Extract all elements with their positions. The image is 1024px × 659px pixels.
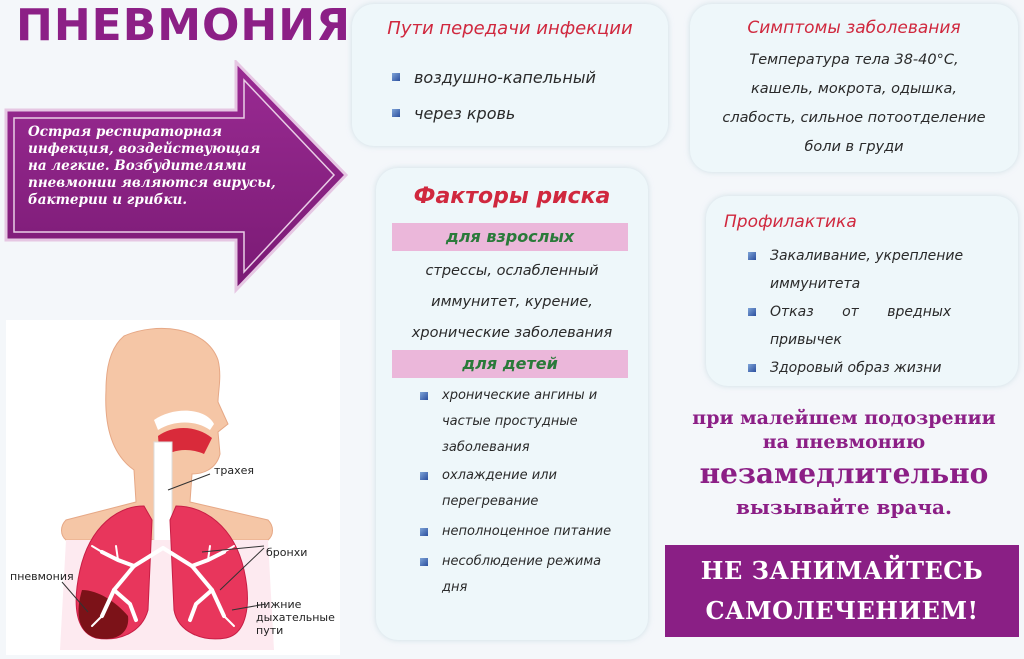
prevention-list	[748, 242, 998, 382]
list-item: несоблюдение режима дня	[420, 549, 640, 601]
list-item: через кровь	[392, 96, 596, 132]
risk-heading: Факторы риска	[413, 184, 611, 209]
label-lower-airways: нижние дыхательные пути	[256, 598, 335, 637]
list-item: Здоровый образ жизни	[748, 354, 998, 382]
list-item: охлаждение или перегревание	[420, 463, 640, 515]
bullet-icon	[420, 472, 428, 480]
label-trachea: трахея	[214, 464, 255, 477]
bullet-icon	[420, 558, 428, 566]
page-title: ПНЕВМОНИЯ	[16, 0, 351, 51]
self-treatment-banner	[665, 545, 1019, 637]
warning-line-1: при малейшем подозрении	[692, 407, 996, 429]
warning-line-2: на пневмонию	[762, 431, 926, 453]
banner-line-2: САМОЛЕЧЕНИЕМ!	[705, 596, 979, 625]
warning-line-3: незамедлительно	[699, 457, 989, 490]
adults-text: стрессы, ослабленный иммунитет, курение, хронические заболевания	[411, 263, 613, 341]
warning-block	[664, 406, 1024, 520]
bullet-icon	[392, 73, 400, 81]
bullet-icon	[748, 308, 756, 316]
transmission-list	[392, 60, 596, 132]
warning-line-4: вызывайте врача.	[736, 495, 952, 519]
list-item: воздушно-капельный	[392, 60, 596, 96]
adults-band: для взрослых	[392, 223, 628, 251]
label-pneumonia: пневмония	[10, 570, 74, 583]
arrow-description: Острая респираторная инфекция, воздействующая на легкие. Возбудителями пневмонии являются вирусы, бактерии и грибки.	[28, 124, 276, 208]
banner-line-1: НЕ ЗАНИМАЙТЕСЬ	[700, 556, 984, 585]
list-item: хронические ангины и частые простудные заболевания	[420, 383, 640, 461]
list-item: Закаливание, укрепление иммунитета	[748, 242, 998, 298]
bullet-icon	[392, 109, 400, 117]
symptoms-text: Температура тела 38-40°С, кашель, мокрота, одышка, слабость, сильное потоотделение боли в груди	[722, 52, 986, 155]
bullet-icon	[420, 392, 428, 400]
symptoms-heading: Симптомы заболевания	[747, 18, 961, 38]
label-bronchi: бронхи	[266, 546, 308, 559]
prevention-heading: Профилактика	[724, 212, 857, 232]
bullet-icon	[748, 252, 756, 260]
list-item: Отказ от вредных привычек	[748, 298, 998, 354]
children-list	[420, 383, 640, 601]
list-item: неполноценное питание	[420, 519, 640, 545]
children-band: для детей	[392, 350, 628, 378]
bullet-icon	[748, 364, 756, 372]
bullet-icon	[420, 528, 428, 536]
transmission-heading: Пути передачи инфекции	[387, 18, 633, 39]
trachea-shape	[154, 442, 172, 550]
